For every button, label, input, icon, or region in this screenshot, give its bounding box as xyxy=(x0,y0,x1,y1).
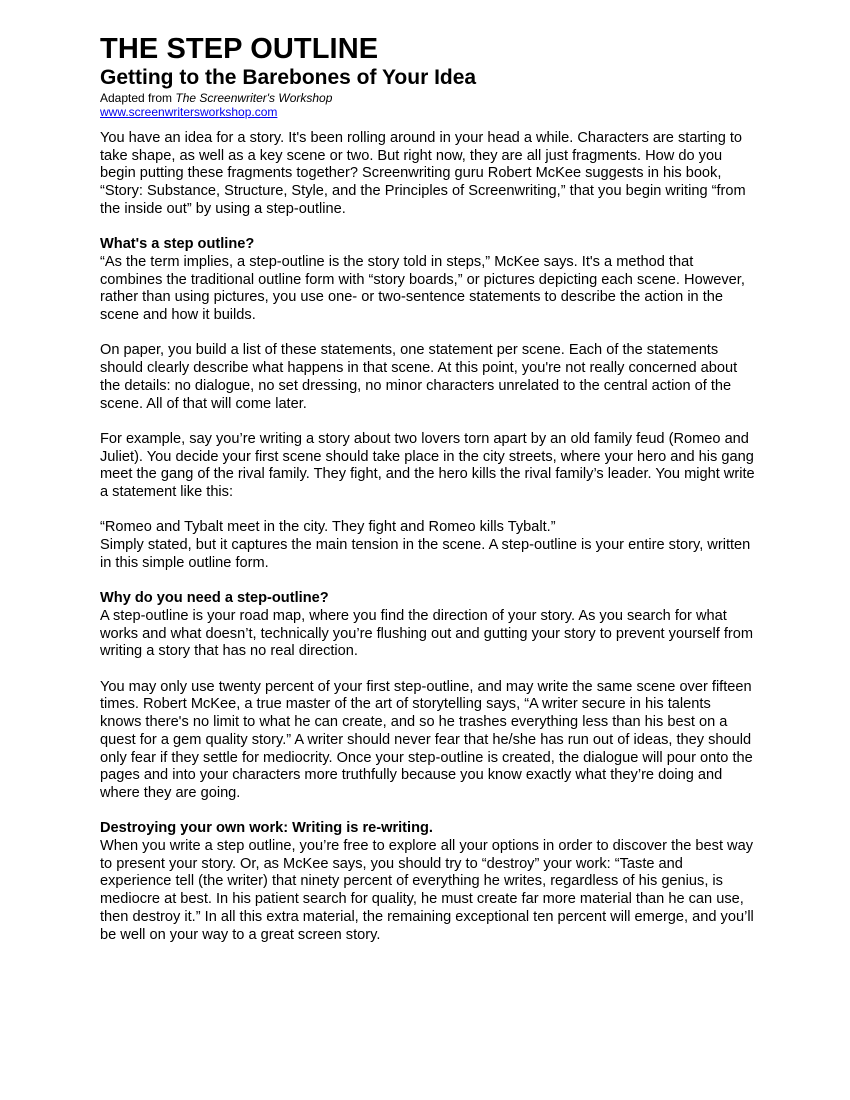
section-heading-destroying: Destroying your own work: Writing is re-writing. xyxy=(100,820,433,837)
source-link[interactable]: www.screenwritersworkshop.com xyxy=(100,105,278,119)
example-quote: “Romeo and Tybalt meet in the city. They fight and Romeo kills Tybalt.” xyxy=(100,519,556,536)
paragraph: You may only use twenty percent of your first step-outline, and may write the same scene over fifteen times. Robert McKee, a true master of the art of storytelling says, “A writer secure in his talents knows there's no limit to what he can create, and so he trashes everything less than his best on a quest for a gem quality story.” A writer should never fear that he/she has run out of ideas, they should only fear if they settle for mediocrity. Once your step-outline is created, the dialogue will pour onto the pages and into your characters more truthfully because you know exactly what they’re doing and where they are going. xyxy=(100,678,753,801)
paragraph: When you write a step outline, you’re free to explore all your options in order to discover the best way to present your story. Or, as McKee says, you should try to “destroy” your work: “Taste and experience tell (the writer) that ninety percent of everything he writes, regardless of his genius, is mediocre at best. In his patient search for quality, he must create far more material than he can use, then destroy it.” In all this extra material, the remaining exceptional ten percent will emerge, and you’ll be well on your way to a great screen story. xyxy=(100,838,754,943)
document-page xyxy=(100,33,755,962)
paragraph: Simply stated, but it captures the main tension in the scene. A step-outline is your entire story, written in this simple outline form. xyxy=(100,537,751,571)
paragraph: A step-outline is your road map, where you find the direction of your story. As you search for what works and what doesn’t, technically you’re flushing out and gutting your story to prevent yourself from writing a story that has no real direction. xyxy=(100,607,754,660)
page-subtitle: Getting to the Barebones of Your Idea xyxy=(100,66,477,89)
source-credit xyxy=(100,91,755,105)
credit-source: The Screenwriter's Workshop xyxy=(175,91,333,105)
intro-paragraph: You have an idea for a story. It's been rolling around in your head a while. Characters are starting to take shape, as well as a key scene or two. But right now, they are all just fragments. How do you begin putting these fragments together? Screenwriting guru Robert McKee suggests in his book, “Story: Substance, Structure, Style, and the Principles of Screenwriting,” that you begin writing “from the inside out” by using a step-outline. xyxy=(100,130,746,217)
paragraph: On paper, you build a list of these statements, one statement per scene. Each of the statements should clearly describe what happens in that scene. At this point, you're not really concerned about the details: no dialogue, no set dressing, no minor characters unrelated to the central action of the scene. All of that will come later. xyxy=(100,342,738,412)
page-title: THE STEP OUTLINE xyxy=(100,33,379,65)
paragraph: For example, say you’re writing a story about two lovers torn apart by an old family feud (Romeo and Juliet). You decide your first scene should take place in the city streets, where your hero and his gang meet the gang of the rival family. They fight, and the hero kills the rival family’s leader. You might write a statement like this: xyxy=(100,430,755,501)
credit-prefix: Adapted from xyxy=(100,91,176,105)
section-heading-what: What's a step outline? xyxy=(100,236,255,253)
paragraph: “As the term implies, a step-outline is the story told in steps,” McKee says. It's a method that combines the traditional outline form with “story boards,” or pictures depicting each scene. However, rather than using pictures, you use one- or two-sentence statements to describe the action in the scene and how it builds. xyxy=(100,253,745,324)
article-body xyxy=(100,130,755,944)
section-heading-why: Why do you need a step-outline? xyxy=(100,590,329,607)
